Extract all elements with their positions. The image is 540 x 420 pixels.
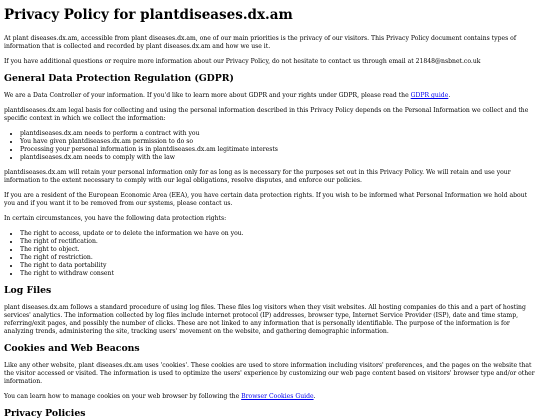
list-item: • The right to data portability [20,262,536,270]
privacy-policies-heading: Privacy Policies [4,408,86,419]
legal-basis-list [4,130,536,162]
list-item: • plantdiseases.dx.am needs to comply with the law [20,154,536,162]
list-item: • The right of restriction. [20,254,536,262]
rights-list [4,230,536,278]
gdpr-guide-link[interactable]: GDPR guide [410,92,449,99]
log-files-heading: Log Files [4,285,52,296]
legal-basis-paragraph: plantdiseases.dx.am legal basis for collecting and using the personal information described in this Privacy Policy depends on the Personal Information we collect and the specific context in which we collect the information: [4,107,529,122]
rights-intro-paragraph: In certain circumstances, you have the following data protection rights: [4,215,227,222]
gdpr-heading: General Data Protection Regulation (GDPR) [4,73,234,84]
cookies-paragraph: Like any other website, plant diseases.dx.am uses 'cookies'. These cookies are used to store information including visitors' preferences, and the pages on the website that the visitor accessed or visited. The information is used to optimize the users' experience by customizing our web page content based on visitors' browser type and/or other information. [4,362,535,385]
gdpr-intro-end: . [448,92,451,99]
cookies-guide-paragraph [4,393,536,401]
retention-paragraph: plantdiseases.dx.am will retain your personal information only for as long as is necessary for the purposes set out in this Privacy Policy. We will retain and use your information to the extent necessary to comply with our legal obligations, resolve disputes, and enforce our policies. [4,169,511,184]
list-item: • The right to withdraw consent [20,270,536,278]
intro-paragraph: At plant diseases.dx.am, accessible from plant diseases.dx.am, one of our main priorities is the privacy of our visitors. This Privacy Policy document contains types of information that is collected and recorded by plant diseases.dx.am and how we use it. [4,35,517,50]
log-files-paragraph: plant diseases.dx.am follows a standard procedure of using log files. These files log visitors when they visit websites. All hosting companies do this and a part of hosting services' analytics. The information collected by log files include internet protocol (IP) addresses, browser type, Internet Service Provider (ISP), date and time stamp, referring/exit pages, and possibly the number of clicks. These are not linked to any information that is personally identifiable. The purpose of the information is for analyzing trends, administering the site, tracking users' movement on the website, and gathering demographic information. [4,304,526,335]
cookies-heading: Cookies and Web Beacons [4,343,140,354]
eea-paragraph: If you are a resident of the European Economic Area (EEA), you have certain data protection rights. If you wish to be informed what Personal Information we hold about you and if you want it to be removed from our systems, please contact us. [4,192,528,207]
gdpr-intro-text: We are a Data Controller of your information. If you'd like to learn more about GDPR and your rights under GDPR, please read the [4,92,411,99]
cookies-guide-end: . [313,393,316,400]
list-item: • The right of rectification. [20,238,536,246]
gdpr-intro-paragraph [4,92,536,100]
list-item: • Processing your personal information is in plantdiseases.dx.am legitimate interests [20,146,536,154]
list-item: • The right to access, update or to delete the information we have on you. [20,230,536,238]
list-item: • The right to object. [20,246,536,254]
contact-paragraph: If you have additional questions or require more information about our Privacy Policy, do not hesitate to contact us through email at 21848@nsbnet.co.uk [4,58,481,65]
cookies-guide-text: You can learn how to manage cookies on your web browser by following the [4,393,242,400]
browser-cookies-guide-link[interactable]: Browser Cookies Guide [241,393,314,400]
page-title: Privacy Policy for plantdiseases.dx.am [4,7,293,23]
list-item: • You have given plantdiseases.dx.am permission to do so [20,138,536,146]
list-item: • plantdiseases.dx.am needs to perform a contract with you [20,130,536,138]
